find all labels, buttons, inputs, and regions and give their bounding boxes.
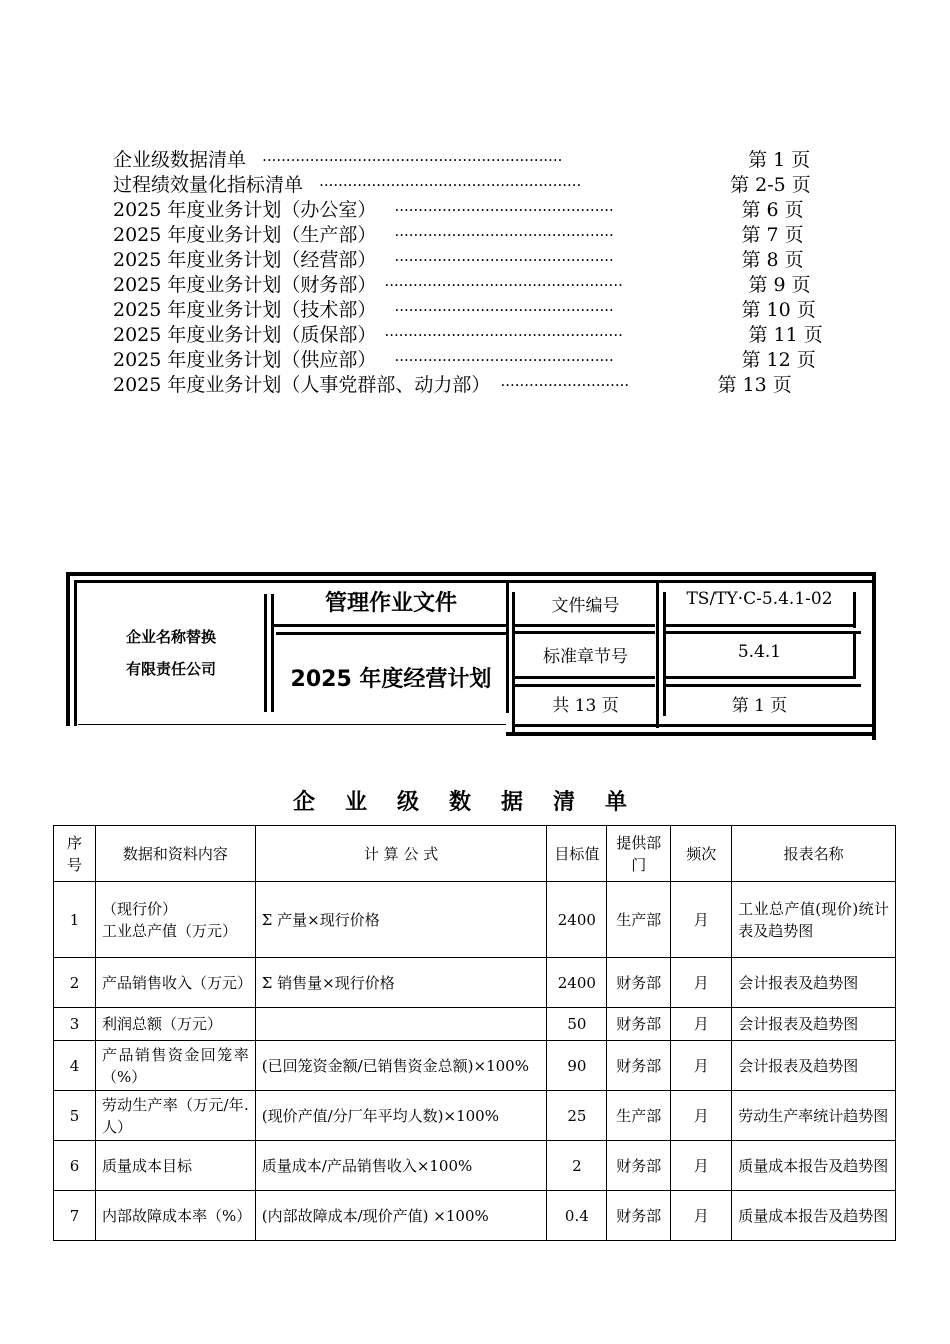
cell-freq: 月 bbox=[671, 1191, 732, 1241]
toc-entry-leader: ·············································· bbox=[394, 351, 614, 369]
cell-freq: 月 bbox=[671, 1041, 732, 1091]
toc-entry-page: 第 6 页 bbox=[741, 199, 804, 221]
toc-entry[interactable] bbox=[113, 273, 853, 298]
table-of-contents bbox=[113, 148, 853, 398]
toc-entry-page: 第 8 页 bbox=[741, 249, 804, 271]
table-row bbox=[54, 958, 896, 1008]
cell-target: 0.4 bbox=[547, 1191, 607, 1241]
document-header bbox=[66, 572, 876, 742]
toc-entry[interactable] bbox=[113, 173, 853, 198]
cell-dept: 财务部 bbox=[607, 1008, 671, 1041]
frame-line bbox=[512, 724, 872, 727]
cell-target: 90 bbox=[547, 1041, 607, 1091]
toc-entry-title: 2025 年度业务计划（经营部） bbox=[113, 249, 377, 271]
toc-entry-page: 第 2-5 页 bbox=[730, 174, 811, 196]
table-header-row bbox=[54, 826, 896, 882]
frame-line bbox=[506, 732, 876, 736]
cell-no: 5 bbox=[54, 1091, 96, 1141]
frame-line bbox=[666, 624, 856, 627]
cell-report: 质量成本报告及趋势图 bbox=[732, 1141, 896, 1191]
toc-entry-page: 第 1 页 bbox=[748, 149, 811, 171]
cell-content: 内部故障成本率（%） bbox=[95, 1191, 255, 1241]
toc-entry-title: 2025 年度业务计划（技术部） bbox=[113, 299, 377, 321]
frame-line bbox=[853, 634, 856, 678]
toc-entry[interactable] bbox=[113, 348, 853, 373]
col-header-formula: 计 算 公 式 bbox=[255, 826, 547, 882]
toc-entry-leader: ·············································· bbox=[394, 201, 614, 219]
table-row bbox=[54, 1041, 896, 1091]
cell-freq: 月 bbox=[671, 1141, 732, 1191]
toc-entry[interactable] bbox=[113, 198, 853, 223]
cell-content: 质量成本目标 bbox=[95, 1141, 255, 1191]
cell-no: 1 bbox=[54, 882, 96, 958]
cell-dept: 生产部 bbox=[607, 882, 671, 958]
current-page: 第 1 页 bbox=[731, 696, 788, 716]
frame-line bbox=[271, 594, 274, 712]
toc-entry-leader: ··························· bbox=[500, 376, 630, 394]
toc-entry[interactable] bbox=[113, 148, 853, 173]
cell-formula: (内部故障成本/现价产值) ×100% bbox=[255, 1191, 547, 1241]
cell-target: 2 bbox=[547, 1141, 607, 1191]
cell-report: 会计报表及趋势图 bbox=[732, 1041, 896, 1091]
frame-line bbox=[872, 572, 876, 740]
frame-line bbox=[276, 632, 509, 635]
cell-dept: 财务部 bbox=[607, 958, 671, 1008]
toc-entry-page: 第 10 页 bbox=[741, 299, 816, 321]
toc-entry-title: 过程绩效量化指标清单 bbox=[113, 174, 304, 196]
frame-line bbox=[853, 592, 856, 628]
frame-line bbox=[271, 624, 509, 627]
cell-target: 25 bbox=[547, 1091, 607, 1141]
toc-entry-page: 第 9 页 bbox=[748, 274, 811, 296]
cell-report: 会计报表及趋势图 bbox=[732, 958, 896, 1008]
cell-report: 工业总产值(现价)统计表及趋势图 bbox=[732, 882, 896, 958]
toc-entry[interactable] bbox=[113, 323, 853, 348]
frame-line bbox=[66, 572, 70, 726]
col-header-freq: 频次 bbox=[671, 826, 732, 882]
cell-report: 劳动生产率统计趋势图 bbox=[732, 1091, 896, 1141]
col-header-content: 数据和资料内容 bbox=[95, 826, 255, 882]
cell-no: 3 bbox=[54, 1008, 96, 1041]
toc-entry-title: 2025 年度业务计划（质保部） bbox=[113, 324, 377, 346]
toc-entry-title: 企业级数据清单 bbox=[113, 149, 247, 171]
cell-formula: Σ 销售量×现行价格 bbox=[255, 958, 547, 1008]
table-row bbox=[54, 882, 896, 958]
company-name-line1: 企业名称替换 bbox=[125, 628, 216, 646]
toc-entry[interactable] bbox=[113, 223, 853, 248]
list-title: 企业级数据清单 bbox=[292, 790, 657, 815]
toc-entry-title: 2025 年度业务计划（生产部） bbox=[113, 224, 377, 246]
toc-entry-title: 2025 年度业务计划（供应部） bbox=[113, 349, 377, 371]
cell-dept: 财务部 bbox=[607, 1141, 671, 1191]
col-header-dept: 提供部门 bbox=[607, 826, 671, 882]
table-row bbox=[54, 1141, 896, 1191]
cell-no: 2 bbox=[54, 958, 96, 1008]
cell-formula: (现价产值/分厂年平均人数)×100% bbox=[255, 1091, 547, 1141]
cell-no: 6 bbox=[54, 1141, 96, 1191]
cell-freq: 月 bbox=[671, 1091, 732, 1141]
cell-target: 2400 bbox=[547, 882, 607, 958]
frame-line bbox=[66, 572, 876, 576]
cell-no: 4 bbox=[54, 1041, 96, 1091]
total-pages: 共 13 页 bbox=[552, 696, 619, 716]
cell-freq: 月 bbox=[671, 958, 732, 1008]
toc-entry-leader: ·················································· bbox=[384, 276, 623, 294]
doc-type: 管理作业文件 bbox=[324, 591, 457, 616]
cell-content: 产品销售资金回笼率（%） bbox=[95, 1041, 255, 1091]
toc-entry-leader: ······················································· bbox=[319, 176, 582, 194]
cell-content: 劳动生产率（万元/年.人） bbox=[95, 1091, 255, 1141]
cell-report: 质量成本报告及趋势图 bbox=[732, 1191, 896, 1241]
table-row bbox=[54, 1191, 896, 1241]
frame-line bbox=[666, 676, 856, 679]
file-no-label: 文件编号 bbox=[551, 596, 620, 616]
cell-no: 7 bbox=[54, 1191, 96, 1241]
frame-line bbox=[515, 676, 655, 679]
toc-entry-leader: ·············································· bbox=[394, 226, 614, 244]
col-header-no: 序号 bbox=[54, 826, 96, 882]
table-row bbox=[54, 1091, 896, 1141]
company-name-line2: 有限责任公司 bbox=[125, 660, 216, 678]
frame-line bbox=[666, 631, 861, 634]
col-header-target: 目标值 bbox=[547, 826, 607, 882]
toc-entry-leader: ·················································· bbox=[384, 326, 623, 344]
toc-entry-title: 2025 年度业务计划（人事党群部、动力部） bbox=[113, 374, 491, 396]
section-label: 标准章节号 bbox=[543, 647, 628, 667]
cell-target: 50 bbox=[547, 1008, 607, 1041]
doc-title: 2025 年度经营计划 bbox=[290, 667, 492, 692]
cell-formula bbox=[255, 1008, 547, 1041]
cell-dept: 财务部 bbox=[607, 1041, 671, 1091]
frame-line bbox=[78, 724, 506, 725]
cell-freq: 月 bbox=[671, 1008, 732, 1041]
section-value: 5.4.1 bbox=[737, 642, 782, 662]
cell-content: 利润总额（万元） bbox=[95, 1008, 255, 1041]
toc-entry-leader: ·············································· bbox=[394, 251, 614, 269]
table-row bbox=[54, 1008, 896, 1041]
toc-entry-title: 2025 年度业务计划（办公室） bbox=[113, 199, 377, 221]
col-header-report: 报表名称 bbox=[732, 826, 896, 882]
frame-line bbox=[515, 624, 655, 627]
toc-entry-page: 第 13 页 bbox=[717, 374, 792, 396]
toc-entry-leader: ·············································· bbox=[394, 301, 614, 319]
toc-entry[interactable] bbox=[113, 298, 853, 323]
toc-entry[interactable] bbox=[113, 373, 853, 398]
cell-report: 会计报表及趋势图 bbox=[732, 1008, 896, 1041]
toc-entry-page: 第 7 页 bbox=[741, 224, 804, 246]
cell-formula: (已回笼资金额/已销售资金总额)×100% bbox=[255, 1041, 547, 1091]
file-no-value: TS/TY·C-5.4.1-02 bbox=[686, 589, 833, 609]
frame-line bbox=[264, 594, 267, 712]
toc-entry-leader: ······························································· bbox=[262, 151, 563, 169]
frame-line bbox=[74, 580, 77, 726]
frame-line bbox=[656, 583, 659, 728]
frame-line bbox=[666, 684, 861, 687]
cell-content: （现行价） 工业总产值（万元） bbox=[95, 882, 255, 958]
frame-line bbox=[77, 580, 872, 583]
frame-line bbox=[515, 684, 655, 687]
cell-content: 产品销售收入（万元） bbox=[95, 958, 255, 1008]
toc-entry[interactable] bbox=[113, 248, 853, 273]
cell-formula: Σ 产量×现行价格 bbox=[255, 882, 547, 958]
cell-target: 2400 bbox=[547, 958, 607, 1008]
frame-line bbox=[515, 631, 655, 634]
cell-freq: 月 bbox=[671, 882, 732, 958]
cell-formula: 质量成本/产品销售收入×100% bbox=[255, 1141, 547, 1191]
cell-dept: 财务部 bbox=[607, 1191, 671, 1241]
toc-entry-page: 第 11 页 bbox=[748, 324, 823, 346]
toc-entry-title: 2025 年度业务计划（财务部） bbox=[113, 274, 377, 296]
toc-entry-page: 第 12 页 bbox=[741, 349, 816, 371]
frame-line bbox=[506, 583, 509, 713]
cell-dept: 生产部 bbox=[607, 1091, 671, 1141]
enterprise-data-table bbox=[53, 825, 896, 1241]
